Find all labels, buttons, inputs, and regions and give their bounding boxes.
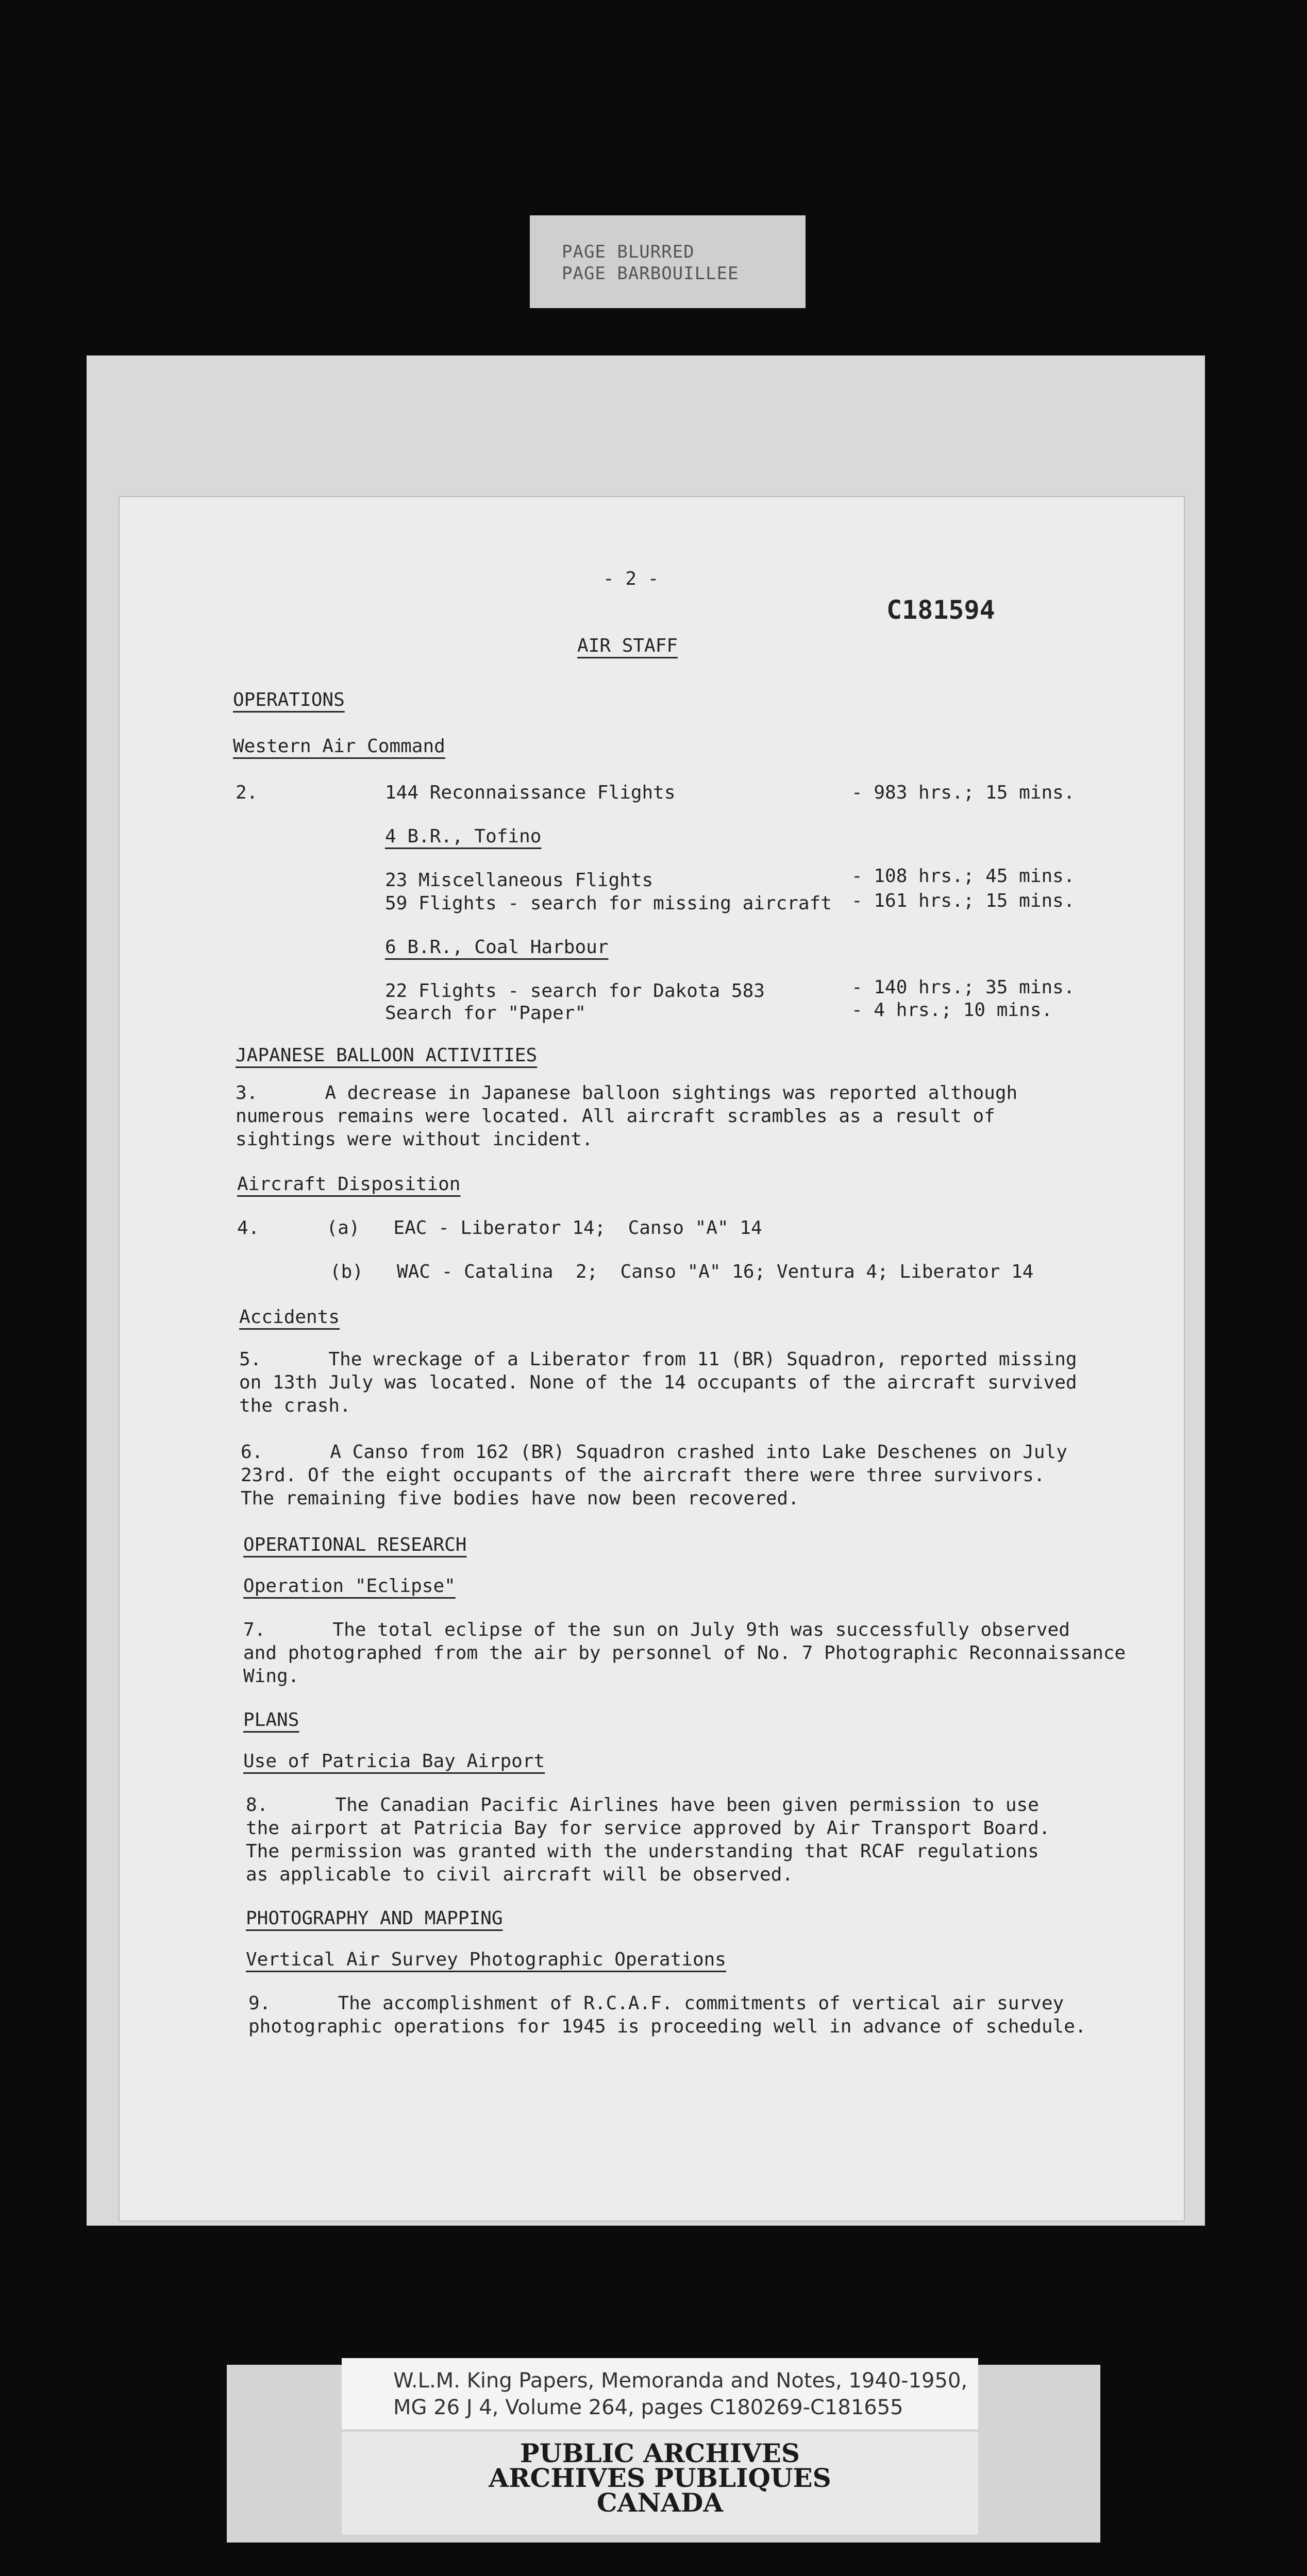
reconnaissance-flights-hours: - 983 hrs.; 15 mins.	[851, 782, 1075, 803]
archive-name-french: ARCHIVES PUBLIQUES	[489, 2463, 831, 2493]
paragraph-3-line-3: sightings were without incident.	[236, 1129, 593, 1150]
miscellaneous-flights-label: 23 Miscellaneous Flights	[385, 870, 654, 891]
reconnaissance-flights-label: 144 Reconnaissance Flights	[385, 782, 676, 803]
paragraph-6-line-1: 6. A Canso from 162 (BR) Squadron crashed into Lake Deschenes on July	[241, 1442, 1067, 1463]
dakota-search-hours: - 140 hrs.; 35 mins.	[851, 977, 1075, 998]
miscellaneous-flights-hours: - 108 hrs.; 45 mins.	[851, 866, 1075, 887]
archive-reference	[342, 2358, 978, 2429]
accidents-heading: Accidents	[239, 1307, 340, 1328]
reference-line-2: MG 26 J 4, Volume 264, pages C180269-C181655	[393, 2396, 903, 2419]
disposition-eac: 4. (a) EAC - Liberator 14; Canso "A" 14	[237, 1217, 762, 1239]
paragraph-9-line-2: photographic operations for 1945 is proceeding well in advance of schedule.	[248, 2016, 1086, 2037]
paragraph-7-line-3: Wing.	[243, 1666, 299, 1687]
disposition-wac: (b) WAC - Catalina 2; Canso "A" 16; Ventura 4; Liberator 14	[330, 1261, 1034, 1282]
aircraft-disposition-heading: Aircraft Disposition	[237, 1174, 461, 1195]
paragraph-8-line-2: the airport at Patricia Bay for service approved by Air Transport Board.	[246, 1818, 1050, 1839]
document-page	[120, 497, 1184, 2221]
paper-search-label: Search for "Paper"	[385, 1003, 587, 1024]
coal-harbour-heading: 6 B.R., Coal Harbour	[385, 937, 609, 958]
paragraph-8-line-4: as applicable to civil aircraft will be observed.	[246, 1864, 794, 1885]
photography-mapping-heading: PHOTOGRAPHY AND MAPPING	[246, 1908, 503, 1929]
dakota-search-label: 22 Flights - search for Dakota 583	[385, 980, 765, 1002]
japanese-balloon-heading: JAPANESE BALLOON ACTIVITIES	[236, 1045, 538, 1066]
tofino-heading: 4 B.R., Tofino	[385, 826, 542, 847]
archive-name-english: PUBLIC ARCHIVES	[520, 2438, 800, 2468]
missing-aircraft-search-hours: - 161 hrs.; 15 mins.	[851, 890, 1075, 911]
archive-country: CANADA	[596, 2487, 724, 2518]
paragraph-6-line-3: The remaining five bodies have now been recovered.	[241, 1488, 799, 1509]
document-title: AIR STAFF	[577, 635, 678, 656]
paragraph-8-line-1: 8. The Canadian Pacific Airlines have been given permission to use	[246, 1794, 1039, 1816]
paragraph-8-line-3: The permission was granted with the understanding that RCAF regulations	[246, 1841, 1039, 1862]
case-number: C181594	[886, 595, 995, 625]
paragraph-5-line-3: the crash.	[239, 1395, 351, 1416]
missing-aircraft-search-label: 59 Flights - search for missing aircraft	[385, 893, 832, 914]
paragraph-5-line-2: on 13th July was located. None of the 14 occupants of the aircraft survived	[239, 1372, 1077, 1393]
paragraph-6-line-2: 23rd. Of the eight occupants of the aircraft there were three survivors.	[241, 1465, 1045, 1486]
paper-search-hours: - 4 hrs.; 10 mins.	[851, 999, 1053, 1021]
paragraph-3-line-2: numerous remains were located. All aircraft scrambles as a result of	[236, 1106, 995, 1127]
operation-eclipse-heading: Operation "Eclipse"	[243, 1575, 456, 1597]
page-number: - 2 -	[603, 568, 659, 589]
page-blurred-stamp	[530, 215, 806, 308]
vertical-air-survey-heading: Vertical Air Survey Photographic Operations	[246, 1949, 726, 1970]
western-air-command-heading: Western Air Command	[233, 736, 445, 757]
operations-heading: OPERATIONS	[233, 689, 345, 710]
stamp-line-2: PAGE BARBOUILLEE	[562, 263, 739, 284]
patricia-bay-heading: Use of Patricia Bay Airport	[243, 1751, 545, 1772]
paragraph-3-line-1: 3. A decrease in Japanese balloon sightings was reported although	[236, 1082, 1018, 1104]
stamp-line-1: PAGE BLURRED	[562, 242, 695, 262]
paragraph-9-line-1: 9. The accomplishment of R.C.A.F. commitments of vertical air survey	[248, 1993, 1064, 2014]
plans-heading: PLANS	[243, 1709, 299, 1731]
paragraph-2-number: 2.	[236, 782, 258, 803]
reference-line-1: W.L.M. King Papers, Memoranda and Notes, 1940-1950,	[393, 2369, 968, 2393]
paragraph-7-line-1: 7. The total eclipse of the sun on July 9th was successfully observed	[243, 1619, 1070, 1640]
paragraph-7-line-2: and photographed from the air by personnel of No. 7 Photographic Reconnaissance	[243, 1642, 1126, 1664]
paragraph-5-line-1: 5. The wreckage of a Liberator from 11 (BR) Squadron, reported missing	[239, 1349, 1077, 1370]
public-archives-stamp	[342, 2432, 978, 2535]
operational-research-heading: OPERATIONAL RESEARCH	[243, 1534, 467, 1555]
